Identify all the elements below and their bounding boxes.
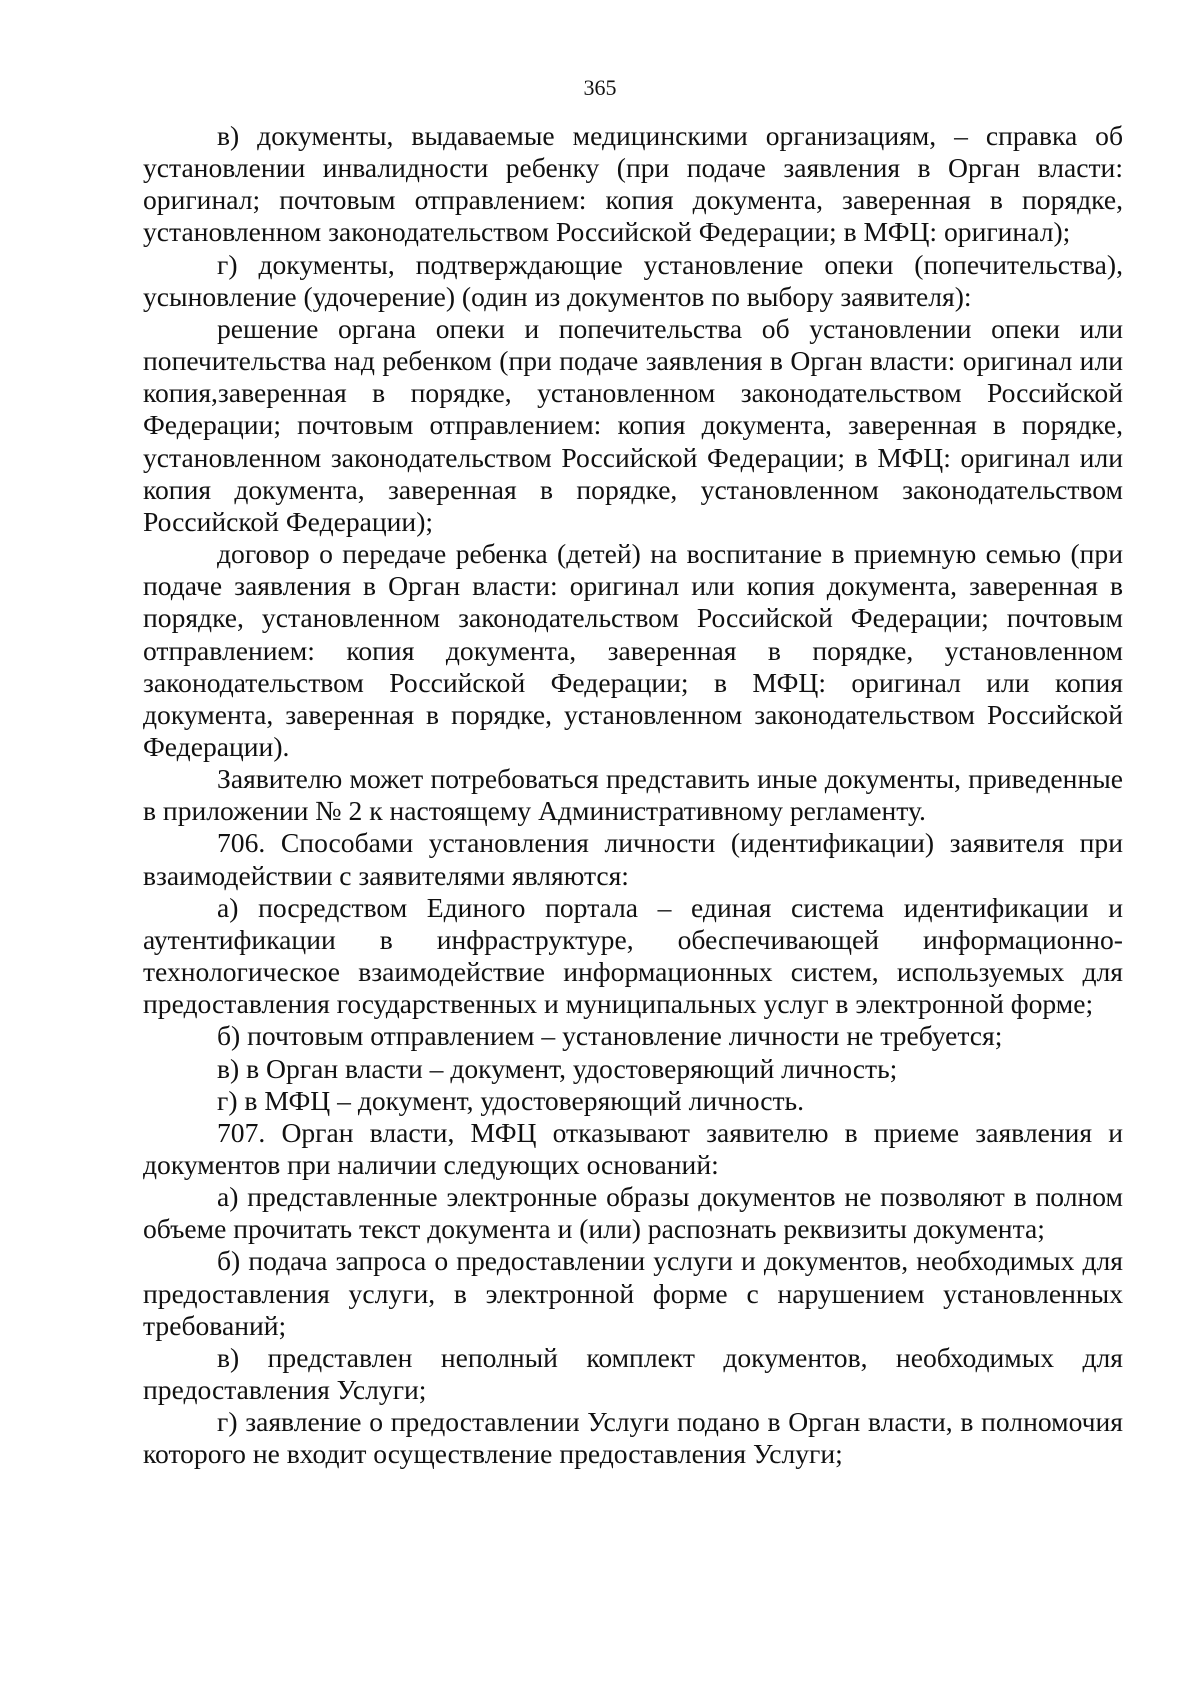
paragraph: решение органа опеки и попечительства об установлении опеки или попечительства над ребенком (при подаче заявления в Орган власти: оригинал или копия,заверенная в порядке, установленном законодательством Российской Федерации; почтовым отправлением: копия документа, заверенная в порядке, установленном законодательством Российской Федерации; в МФЦ: оригинал или копия документа, заверенная в порядке, установленном законодательством Российской Федерации); [143,312,1123,537]
paragraph: б) подача запроса о предоставлении услуги и документов, необходимых для предоставления услуги, в электронной форме с нарушением установленных требований; [143,1245,1123,1341]
paragraph: 707. Орган власти, МФЦ отказывают заявителю в приеме заявления и документов при наличии следующих оснований: [143,1116,1123,1180]
paragraph: г) в МФЦ – документ, удостоверяющий личность. [217,1084,805,1116]
paragraph: а) посредством Единого портала – единая система идентификации и аутентификации в инфраструктуре, обеспечивающей информационно-технологическое взаимодействие информационных систем, используемых для предоставления государственных и муниципальных услуг в электронной форме; [143,891,1123,1020]
paragraph: Заявителю может потребоваться представить иные документы, приведенные в приложении № 2 к настоящему Административному регламенту. [143,763,1123,827]
paragraph: 706. Способами установления личности (идентификации) заявителя при взаимодействии с заявителями являются: [143,827,1123,891]
paragraph: г) заявление о предоставлении Услуги подано в Орган власти, в полномочия которого не входит осуществление предоставления Услуги; [143,1406,1123,1470]
paragraph: в) документы, выдаваемые медицинскими организациям, – справка об установлении инвалидности ребенку (при подаче заявления в Орган власти: оригинал; почтовым отправлением: копия документа, заверенная в порядке, установленном законодательством Российской Федерации; в МФЦ: оригинал); [143,120,1123,248]
page-number: 365 [583,75,617,100]
paragraph: в) представлен неполный комплект документов, необходимых для предоставления Услуги; [143,1341,1123,1406]
document-body [143,120,1123,1471]
paragraph: г) документы, подтверждающие установление опеки (попечительства), усыновление (удочерение) (один из документов по выбору заявителя): [143,248,1123,312]
paragraph: договор о передаче ребенка (детей) на воспитание в приемную семью (при подаче заявления в Орган власти: оригинал или копия документа, заверенная в порядке, установленном законодательством Российской Федерации; почтовым отправлением: копия документа, заверенная в порядке, установленном законодательством Российской Федерации; в МФЦ: оригинал или копия документа, заверенная в порядке, установленном законодательством Российской Федерации). [143,538,1123,762]
paragraph: в) в Орган власти – документ, удостоверяющий личность; [217,1052,898,1084]
paragraph: б) почтовым отправлением – установление личности не требуется; [217,1020,1003,1052]
paragraph: а) представленные электронные образы документов не позволяют в полном объеме прочитать текст документа и (или) распознать реквизиты документа; [143,1181,1123,1245]
